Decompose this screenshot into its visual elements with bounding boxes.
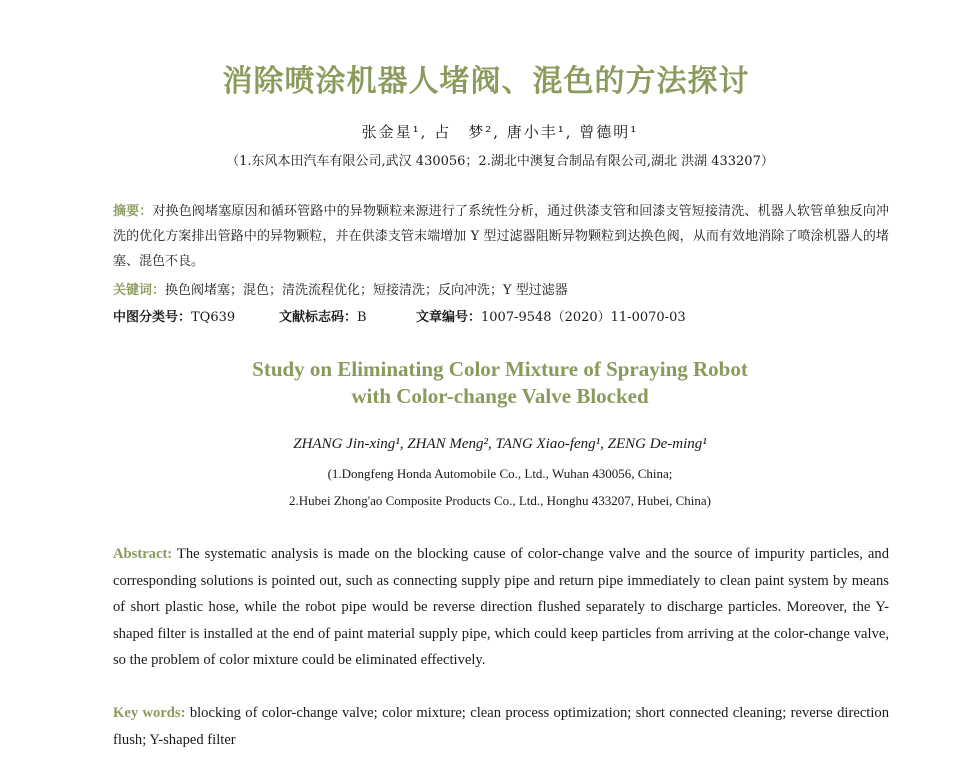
english-authors: ZHANG Jin-xing¹, ZHAN Meng², TANG Xiao-feng¹, ZENG De-ming¹ [293,436,707,452]
document-code-value: B [357,310,367,325]
clc-value: TQ639 [191,310,236,325]
chinese-keywords-text: 换色阀堵塞；混色；清洗流程优化；短接清洗；反向冲洗；Y 型过滤器 [165,283,568,298]
english-abstract [113,541,889,674]
english-title-line1: Study on Eliminating Color Mixture of Spraying Robot [252,357,748,381]
english-title [0,356,972,410]
english-keywords [113,700,889,753]
clc-label: 中图分类号： [113,310,192,325]
chinese-affiliation: （1.东风本田汽车有限公司,武汉 430056；2.湖北中澳复合制品有限公司,湖北 洪湖 433207） [226,154,774,169]
chinese-abstract-text: 对换色阀堵塞原因和循环管路中的异物颗粒来源进行了系统性分析，通过供漆支管和回漆支管短接清洗、机器人软管单独反向冲洗的优化方案排出管路中的异物颗粒，并在供漆支管末端增加 Y 型过滤器阻断异物颗粒到达换色阀，从而有效地消除了喷涂机器人的堵塞、混色不良。 [113,204,889,269]
english-title-line2: with Color-change Valve Blocked [351,384,649,408]
chinese-abstract-label: 摘要： [113,204,153,219]
chinese-authors: 张金星¹, 占 梦², 唐小丰¹, 曾德明¹ [361,123,639,141]
clc-number [113,305,279,330]
english-abstract-label: Abstract: [113,546,173,562]
chinese-title: 消除喷涂机器人堵阀、混色的方法探讨 [222,64,750,99]
article-number-value: 1007-9548（2020）11-0070-03 [481,310,686,325]
document-code-label: 文献标志码： [279,310,358,325]
article-number-label: 文章编号： [416,310,482,325]
article-number [416,305,686,330]
english-affiliation-line2: 2.Hubei Zhong'ao Composite Products Co., Ltd., Honghu 433207, Hubei, China) [289,493,711,508]
english-affiliation-line1: (1.Dongfeng Honda Automobile Co., Ltd., Wuhan 430056, China; [327,466,673,481]
classification-line [113,305,889,330]
document-code [279,305,416,330]
english-keywords-label: Key words: [113,705,186,721]
english-keywords-text: blocking of color-change valve; color mixture; clean process optimization; short connected cleaning; reverse direction flush; Y-shaped filter [113,705,889,748]
chinese-keywords [113,278,889,303]
chinese-abstract [113,199,889,274]
chinese-keywords-label: 关键词： [113,283,166,298]
english-abstract-text: The systematic analysis is made on the blocking cause of color-change valve and the source of impurity particles, and corresponding solutions is pointed out, such as connecting supply pipe and return pipe immediately to clean paint system by means of short plastic hose, while the robot pipe would be reverse direction flushed separately to discharge particles. Moreover, the Y-shaped filter is installed at the end of paint material supply pipe, which could keep particles from arriving at the color-change valve, so the problem of color mixture could be eliminated effectively. [113,546,889,668]
